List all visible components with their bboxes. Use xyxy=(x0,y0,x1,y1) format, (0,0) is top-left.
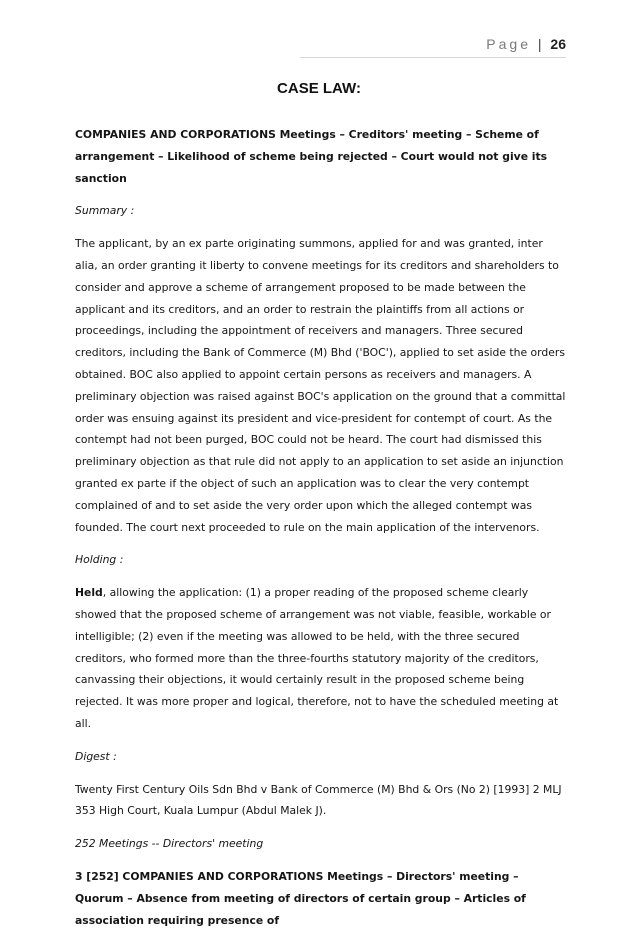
page-number: 26 xyxy=(550,36,566,52)
holding-paragraph xyxy=(75,582,568,735)
held-word: Held xyxy=(75,586,103,600)
header-rule xyxy=(300,57,566,58)
document-body xyxy=(75,124,568,942)
case-heading-2: 3 [252] COMPANIES AND CORPORATIONS Meetings – Directors' meeting – Quorum – Absence from meeting of directors of certain group – Articles of association requiring presence of xyxy=(75,869,526,927)
summary-label: Summary : xyxy=(75,204,135,218)
section-heading: 252 Meetings -- Directors' meeting xyxy=(75,837,264,851)
holding-label: Holding : xyxy=(75,553,124,567)
digest-label: Digest : xyxy=(75,749,117,763)
page-separator: | xyxy=(537,36,542,52)
digest-paragraph: Twenty First Century Oils Sdn Bhd v Bank of Commerce (M) Bhd & Ors (No 2) [1993] 2 MLJ 353 High Court, Kuala Lumpur (Abdul Malek J). xyxy=(75,782,562,818)
page-title: CASE LAW: xyxy=(277,80,361,97)
page-label: Page xyxy=(486,36,531,52)
case-heading: COMPANIES AND CORPORATIONS Meetings – Creditors' meeting – Scheme of arrangement – Likelihood of scheme being rejected – Court would not give its sanction xyxy=(75,128,548,185)
page-header xyxy=(486,36,566,52)
holding-text: , allowing the application: (1) a proper reading of the proposed scheme clearly showed that the proposed scheme of arrangement was not viable, feasible, workable or intelligible; (2) even if the meeting was allowed to be held, with the three secured creditors, who formed more than the three-fourths statutory majority of the creditors, canvassing their objections, it would certainly result in the proposed scheme being rejected. It was more proper and logical, therefore, not to have the scheduled meeting at all. xyxy=(75,586,559,730)
summary-paragraph: The applicant, by an ex parte originating summons, applied for and was granted, inter alia, an order granting it liberty to convene meetings for its creditors and shareholders to consider and approve a scheme of arrangement proposed to be made between the applicant and its creditors, and an order to restrain the plaintiffs from all actions or proceedings, including the appointment of receivers and managers. Three secured creditors, including the Bank of Commerce (M) Bhd ('BOC'), applied to set aside the orders obtained. BOC also applied to appoint certain persons as receivers and managers. A preliminary objection was raised against BOC's application on the ground that a committal order was ensuing against its president and vice-president for contempt of court. As the contempt had not been purged, BOC could not be heard. The court had dismissed this preliminary objection as that rule did not apply to an application to set aside an injunction granted ex parte if the object of such an application was to clear the very contempt complained of and to set aside the very order upon which the alleged contempt was founded. The court next proceeded to rule on the main application of the intervenors. xyxy=(75,237,566,534)
